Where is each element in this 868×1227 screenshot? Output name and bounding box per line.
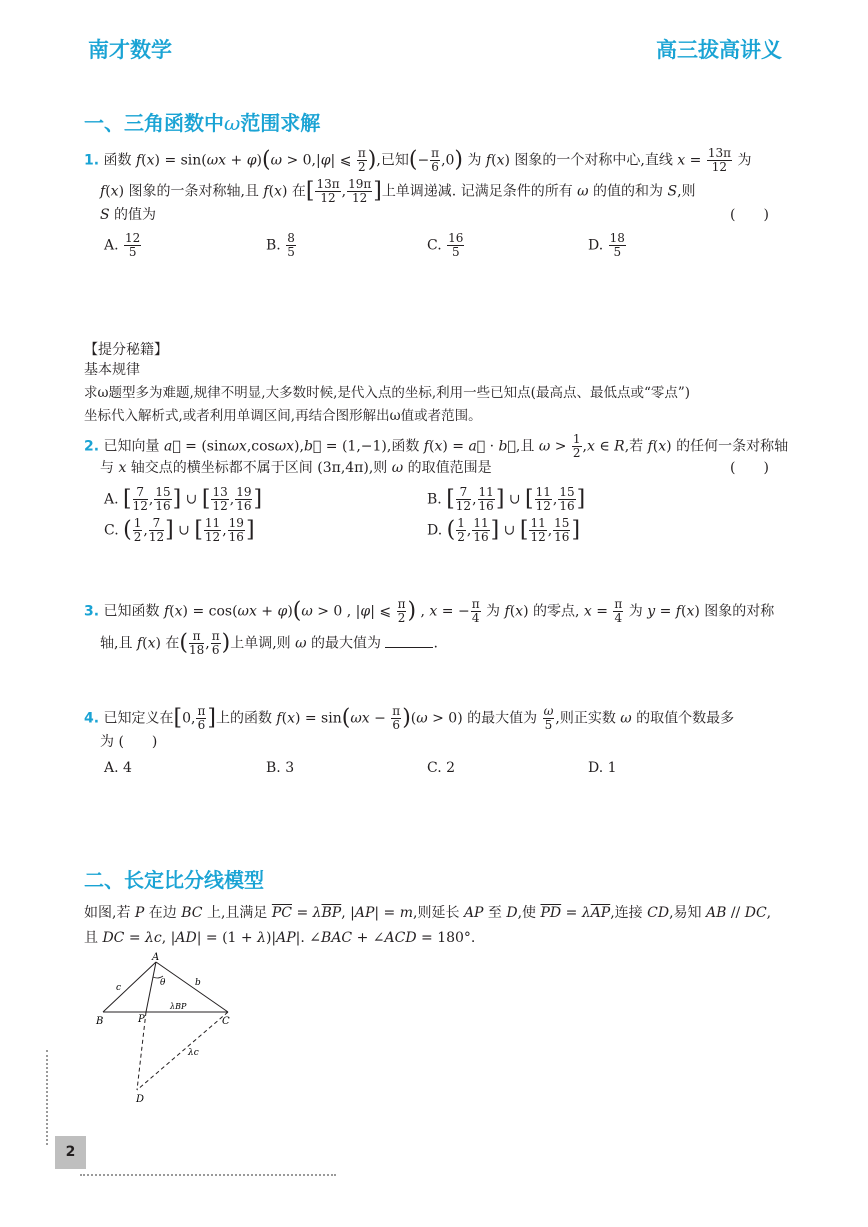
label-c: C	[222, 1016, 230, 1027]
tips-line-2: 坐标代入解析式,或者利用单调区间,再结合图形解出ω值或者范围。	[84, 408, 482, 424]
q2-line1: 2. 已知向量 a⃗ = (sinωx,cosωx),b⃗ = (1,−1),函数 f(x) = a⃗ · b⃗,且 ω > $\frac{1}{2}$ ,x ∈ R,若 f(x) 的任何一条对称轴	[84, 432, 789, 460]
label-p: P	[138, 1014, 145, 1025]
segment-cd	[137, 1012, 228, 1090]
label-lambda-bp: λBP	[170, 1002, 187, 1011]
section-title-1-post: 范围求解	[240, 111, 321, 135]
q1-line3: S 的值为	[100, 207, 157, 223]
tips-subheading: 基本规律	[84, 362, 140, 378]
label-side-b: b	[195, 978, 201, 988]
q1-line2: f(x) 图象的一条对称轴,且 f(x) 在[ $\frac{13\pi}{12}$ , $\frac{19\pi}{12}$ ]上单调递减. 记满足条件的所有 ω 的值的和为 S,则	[100, 177, 696, 205]
label-theta: θ	[160, 978, 166, 988]
header-title: 高三拔高讲义	[656, 38, 782, 62]
q1-option-a: A. $\frac{12}{5}$	[104, 231, 141, 259]
q2-option-b: B. [ $\frac{7}{12}$ , $\frac{11}{16}$ ] ∪ [ $\frac{11}{12}$ , $\frac{15}{16}$ ]	[427, 485, 586, 513]
q4-option-d: D. 1	[588, 760, 617, 776]
q2-answer-paren: ( )	[730, 460, 769, 476]
q3-number: 3.	[84, 603, 100, 620]
q1-option-c: C. $\frac{16}{5}$	[427, 231, 464, 259]
tips-heading: 【提分秘籍】	[84, 342, 168, 358]
q4-option-b: B. 3	[266, 760, 295, 776]
q2-option-c: C. ( $\frac{1}{2}$ , $\frac{7}{12}$ ] ∪ [ $\frac{11}{12}$ , $\frac{19}{16}$ ]	[104, 516, 255, 544]
label-a: A	[152, 952, 160, 963]
label-side-c: c	[116, 983, 122, 993]
q1-number: 1.	[84, 152, 100, 169]
q4-line2: 为 ( )	[100, 734, 158, 750]
q2-option-a: A. [ $\frac{7}{12}$ , $\frac{15}{16}$ ] ∪ [ $\frac{13}{12}$ , $\frac{19}{16}$ ]	[104, 485, 263, 513]
q1-answer-paren: ( )	[730, 207, 769, 223]
q4-number: 4.	[84, 710, 100, 727]
section-title-2: 二、长定比分线模型	[84, 868, 264, 892]
header-brand: 南才数学	[88, 38, 172, 62]
q2-line2: 与 x 轴交点的横坐标都不属于区间 (3π,4π),则 ω 的取值范围是	[100, 460, 492, 476]
page-number: 2	[55, 1136, 86, 1169]
model-line-1: 如图,若 P 在边 BC 上,且满足 $\overline{PC} = \lambda\overline{BP}$, |AP| = m,则延长 AP 至 D,使 $\overline{PD} = \lambda\overline{AP}$,连接 CD,易知 AB // DC,	[84, 905, 772, 921]
q4-option-c: C. 2	[427, 760, 456, 776]
tips-line-1: 求ω题型多为难题,规律不明显,大多数时候,是代入点的坐标,利用一些已知点(最高点、最低点或“零点”)	[84, 385, 691, 401]
label-lambda-c: λc	[188, 1048, 199, 1058]
q3-line1: 3. 已知函数 f(x) = cos(ωx + φ)(ω > 0 , |φ| ⩽ $\frac{\pi}{2}$ ) , x = − $\frac{\pi}{4}$ 为 f(x) 的零点, x = $\frac{\pi}{4}$ 为 y = f(x) 图象的对称	[84, 597, 775, 625]
q3-answer-blank[interactable]	[385, 634, 433, 648]
page-border-horizontal	[80, 1174, 336, 1176]
q2-number: 2.	[84, 438, 100, 455]
section-title-1-pre: 一、三角函数中	[84, 111, 224, 135]
section-title-1	[84, 107, 320, 136]
q1-option-d: D. $\frac{18}{5}$	[588, 231, 625, 259]
label-d: D	[136, 1094, 145, 1105]
page-border-vertical	[46, 1050, 48, 1145]
segment-ac	[156, 962, 228, 1012]
segment-ab	[103, 962, 156, 1012]
triangle-figure	[90, 950, 250, 1110]
q1-option-b: B. $\frac{8}{5}$	[266, 231, 295, 259]
q3-line2: 轴,且 f(x) 在( $\frac{\pi}{18}$ , $\frac{\pi}{6}$ )上单调,则 ω 的最大值为 .	[100, 629, 438, 657]
q1-line1: 1. 函数 f(x) = sin(ωx + φ)(ω > 0,|φ| ⩽ $\frac{\pi}{2}$ ),已知(− $\frac{\pi}{6}$ ,0) 为 f(x) 图象的一个对称中心,直线 x = $\frac{13\pi}{12}$ 为	[84, 146, 752, 174]
q2-option-d: D. ( $\frac{1}{2}$ , $\frac{11}{16}$ ] ∪ [ $\frac{11}{12}$ , $\frac{15}{16}$ ]	[427, 516, 581, 544]
q4-line1: 4. 已知定义在[0, $\frac{\pi}{6}$ ]上的函数 f(x) = sin(ωx − $\frac{\pi}{6}$ )(ω > 0) 的最大值为 $\frac{\omega}{5}$ ,则正实数 ω 的取值个数最多	[84, 704, 735, 732]
q4-option-a: A. 4	[104, 760, 132, 776]
model-line-2: 且 DC = λc, |AD| = (1 + λ)|AP|. ∠BAC + ∠ACD = 180°.	[84, 930, 476, 946]
omega-symbol: ω	[224, 111, 241, 135]
label-b: B	[96, 1016, 104, 1027]
